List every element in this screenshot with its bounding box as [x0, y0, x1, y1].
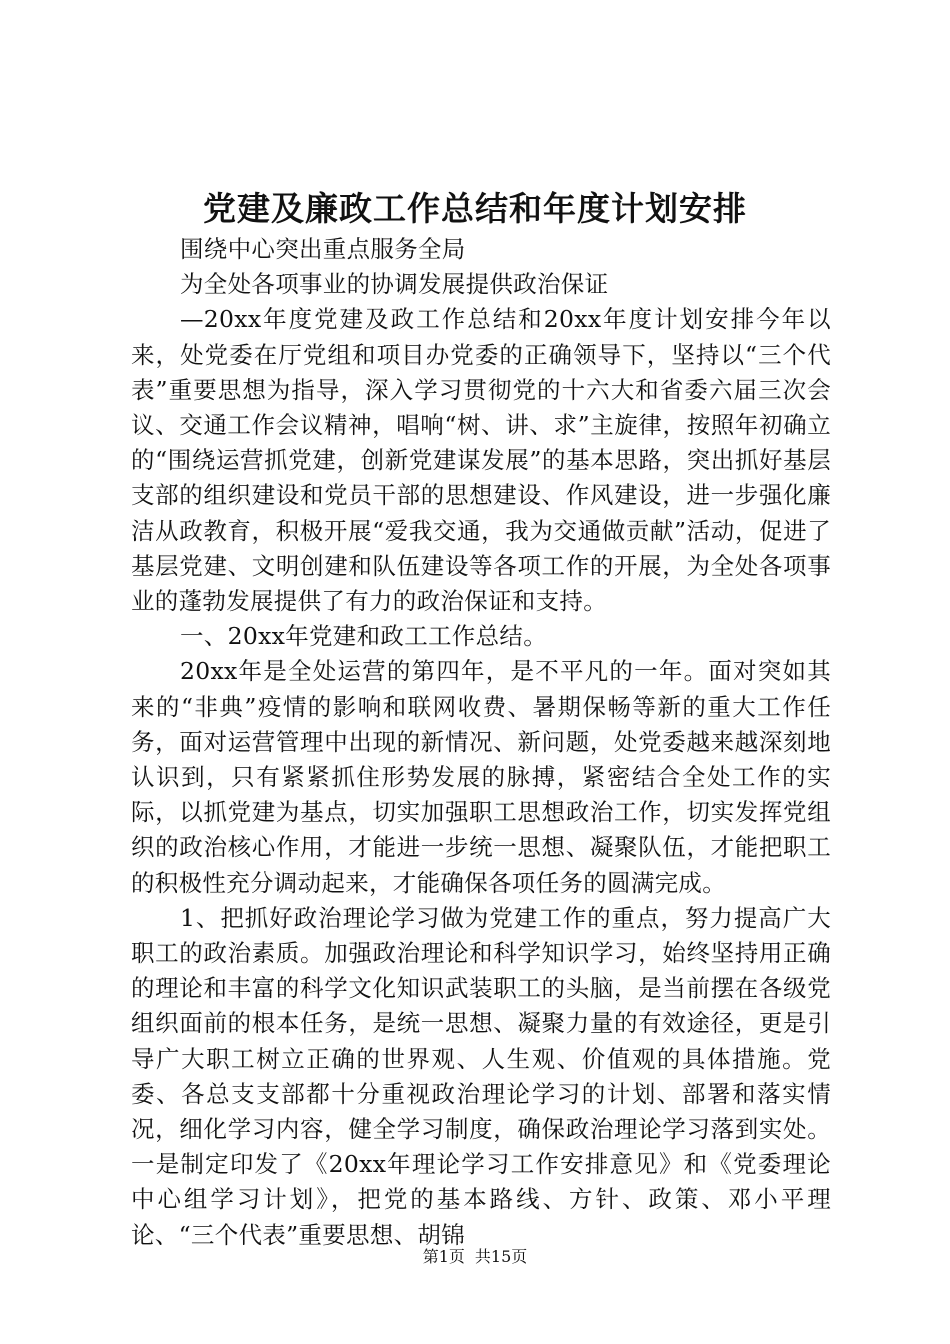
page-footer [0, 1246, 950, 1268]
document-title: 党建及廉政工作总结和年度计划安排 [203, 189, 747, 228]
document-body [131, 232, 831, 1253]
page-number: 第1页 [422, 1247, 465, 1266]
section-heading-1: 一、20xx年党建和政工工作总结。 [180, 622, 548, 651]
page-total: 共15页 [474, 1247, 528, 1266]
paragraph-intro: —20xx年度党建及政工作总结和20xx年度计划安排今年以来，处党委在厅党组和项目办党委的正确领导下，坚持以“三个代表”重要思想为指导，深入学习贯彻党的十六大和省委六届三次会议、交通工作会议精神，唱响“树、讲、求”主旋律，按照年初确立的“围绕运营抓党建，创新党建谋发展”的基本思路，突出抓好基层支部的组织建设和党员干部的思想建设、作风建设，进一步强化廉洁从政教育，积极开展“爱我交通，我为交通做贡献”活动，促进了基层党建、文明创建和队伍建设等各项工作的开展，为全处各项事业的蓬勃发展提供了有力的政治保证和支持。 [131, 305, 831, 616]
paragraph-subtitle-1: 围绕中心突出重点服务全局 [180, 235, 466, 263]
paragraph-item-1: 1、把抓好政治理论学习做为党建工作的重点，努力提高广大职工的政治素质。加强政治理论和科学知识学习，始终坚持用正确的理论和丰富的科学文化知识武装职工的头脑，是当前摆在各级党组织面前的根本任务，是统一思想、凝聚力量的有效途径，更是引导广大职工树立正确的世界观、人生观、价值观的具体措施。党委、各总支支部都十分重视政治理论学习的计划、部署和落实情况，细化学习内容，健全学习制度，确保政治理论学习落到实处。一是制定印发了《20xx年理论学习工作安排意见》和《党委理论中心组学习计划》，把党的基本路线、方针、政策、邓小平理论、“三个代表”重要思想、胡锦 [131, 903, 831, 1249]
paragraph-overview: 20xx年是全处运营的第四年，是不平凡的一年。面对突如其来的“非典”疫情的影响和联网收费、暑期保畅等新的重大工作任务，面对运营管理中出现的新情况、新问题，处党委越来越深刻地认识到，只有紧紧抓住形势发展的脉搏，紧密结合全处工作的实际，以抓党建为基点，切实加强职工思想政治工作，切实发挥党组织的政治核心作用，才能进一步统一思想、凝聚队伍，才能把职工的积极性充分调动起来，才能确保各项任务的圆满完成。 [131, 657, 831, 897]
paragraph-subtitle-2: 为全处各项事业的协调发展提供政治保证 [180, 270, 609, 299]
